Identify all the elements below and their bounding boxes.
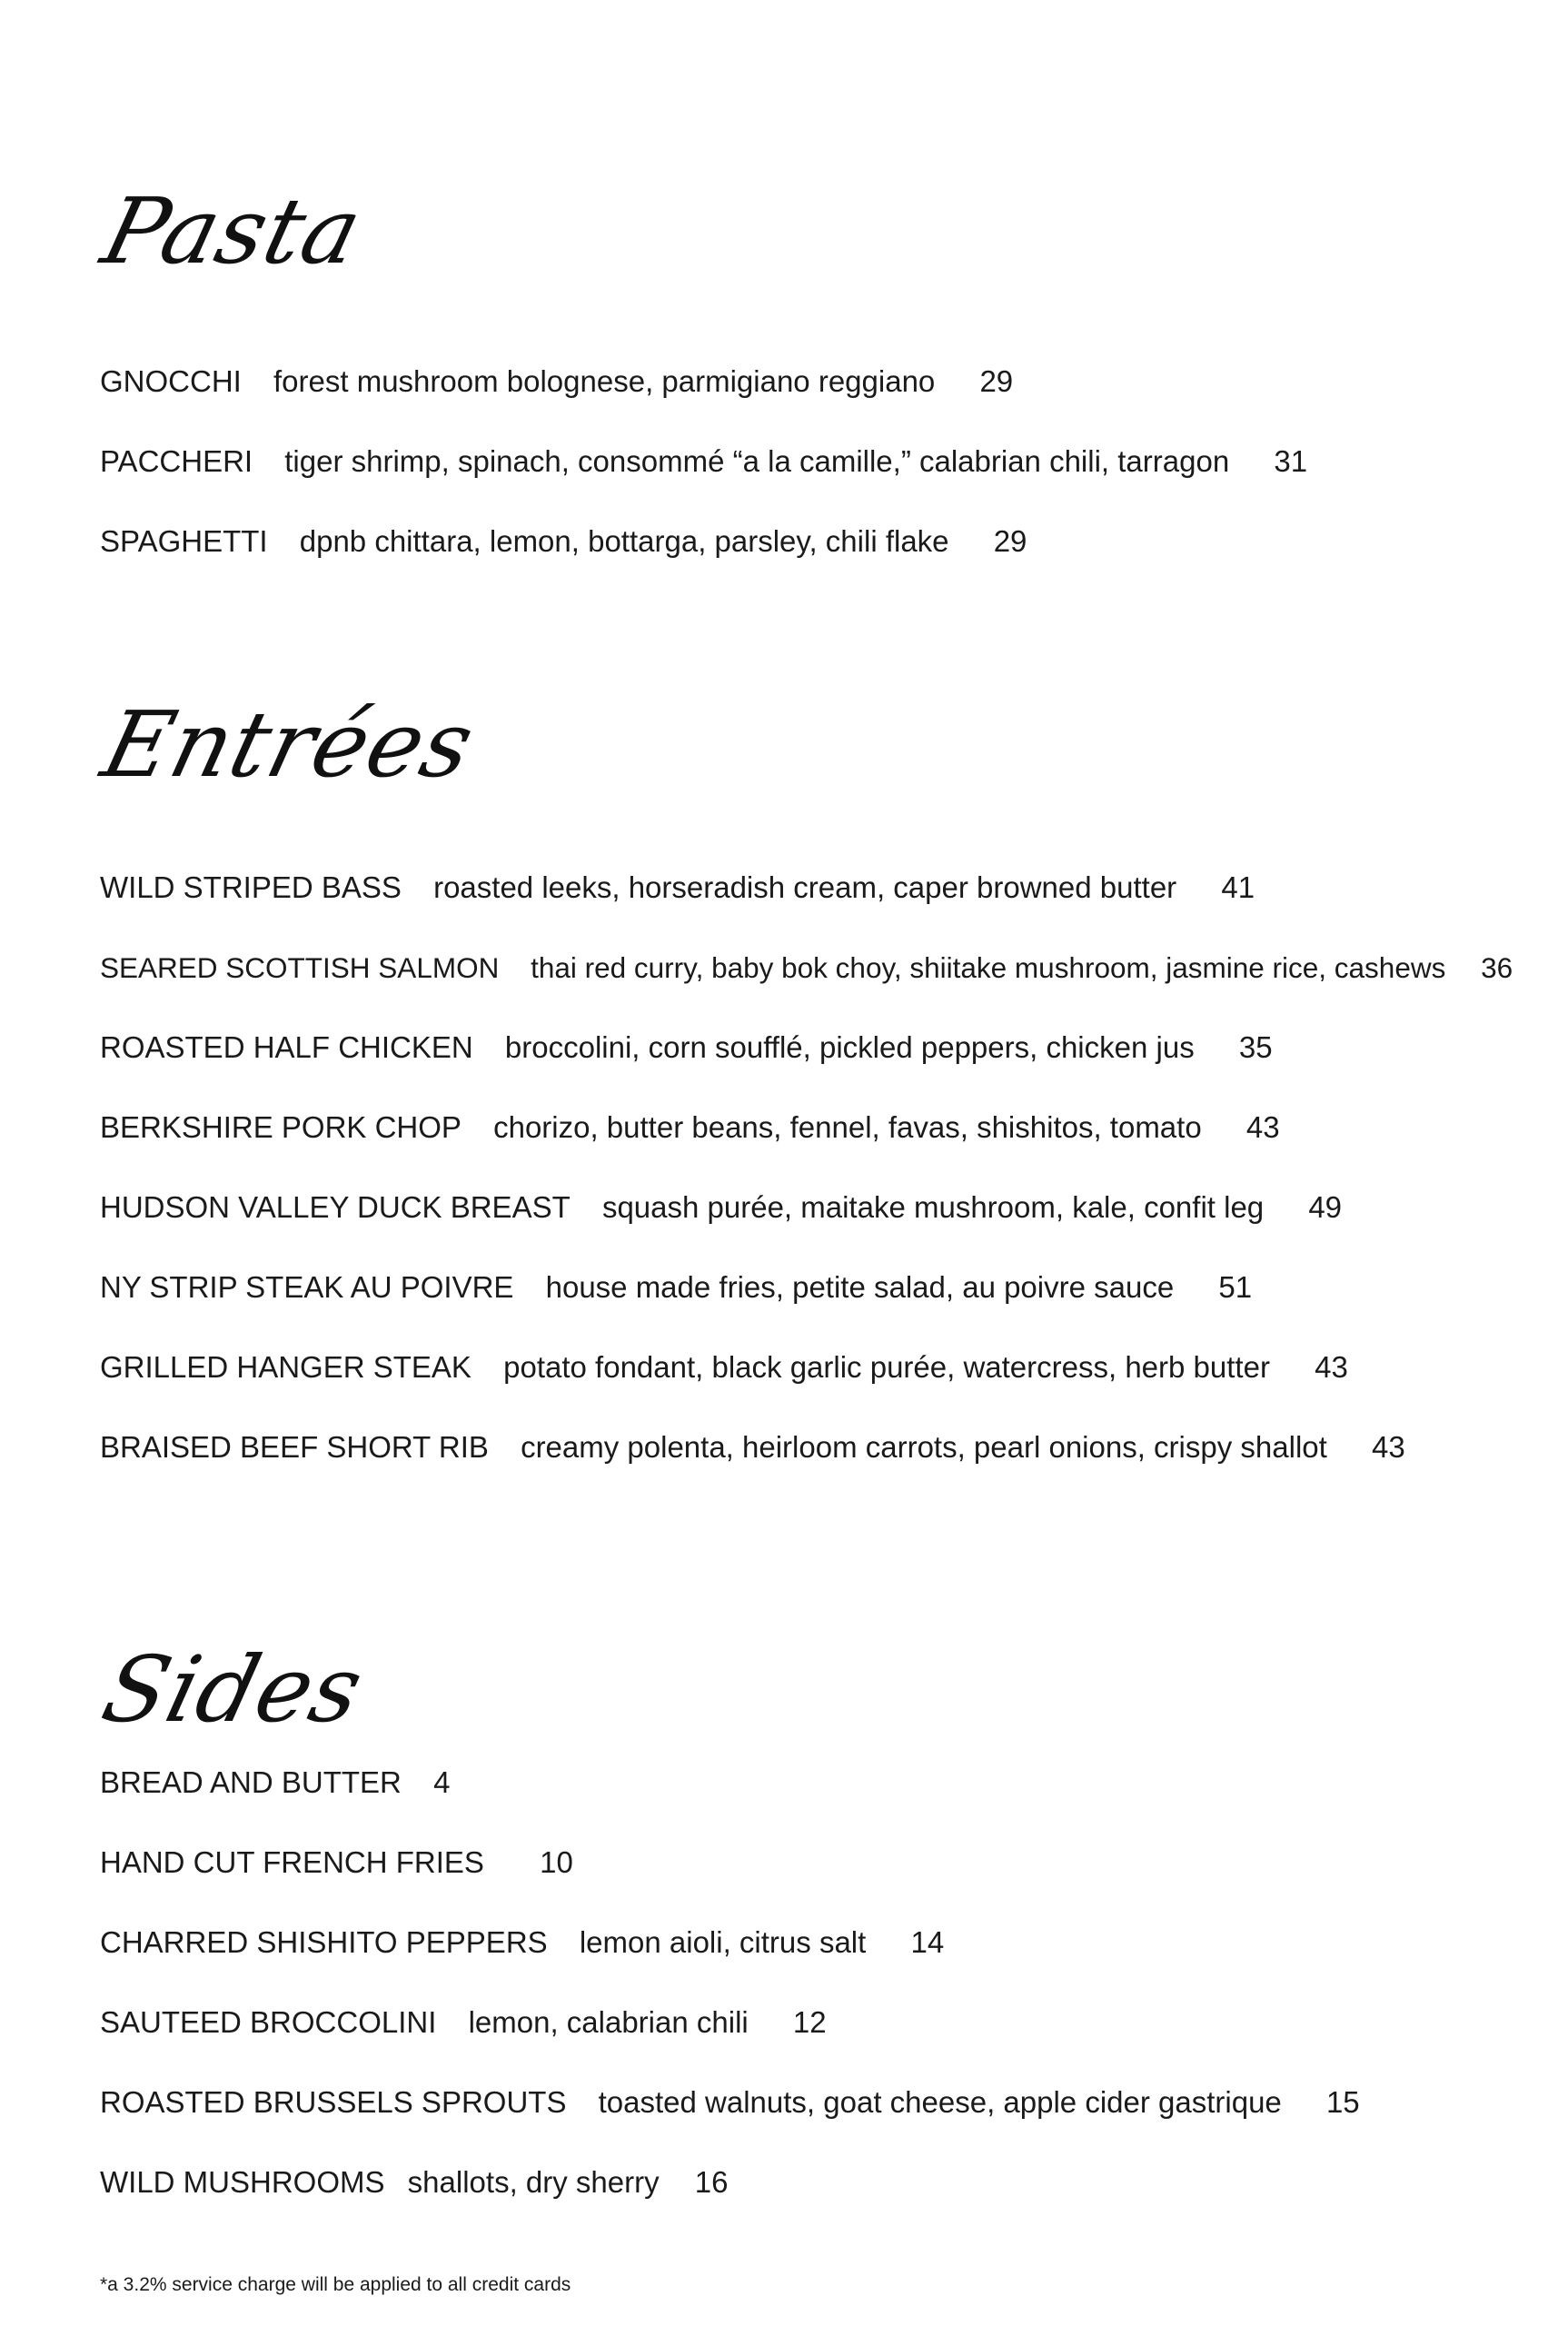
menu-item — [100, 1924, 944, 1961]
item-name: HAND CUT FRENCH FRIES — [100, 1845, 484, 1879]
item-description: dpnb chittara, lemon, bottarga, parsley, chili flake — [299, 524, 949, 558]
menu-item — [100, 1029, 1273, 1066]
menu-item — [100, 1349, 1348, 1386]
item-name: SAUTEED BROCCOLINI — [100, 2005, 437, 2039]
item-name: ROASTED BRUSSELS SPROUTS — [100, 2085, 567, 2119]
item-description: squash purée, maitake mushroom, kale, confit leg — [601, 1190, 1265, 1224]
item-name: BREAD AND BUTTER — [100, 1765, 402, 1799]
item-name: NY STRIP STEAK AU POIVRE — [100, 1270, 514, 1304]
item-name: SPAGHETTI — [100, 524, 268, 558]
item-price: 4 — [433, 1765, 451, 1799]
item-price: 49 — [1308, 1190, 1343, 1224]
item-name: WILD MUSHROOMS — [100, 2165, 385, 2199]
item-description: lemon, calabrian chili — [468, 2005, 749, 2039]
menu-item — [100, 1429, 1405, 1466]
menu-item — [100, 2004, 827, 2041]
item-price: 43 — [1245, 1110, 1280, 1144]
item-description: creamy polenta, heirloom carrots, pearl onions, crispy shallot — [521, 1430, 1327, 1464]
item-name: BERKSHIRE PORK CHOP — [100, 1110, 461, 1144]
item-price: 10 — [540, 1845, 573, 1879]
menu-item — [100, 1269, 1252, 1306]
item-price: 35 — [1238, 1030, 1273, 1064]
section-title-pasta: Pasta — [93, 178, 372, 284]
item-price: 51 — [1218, 1270, 1253, 1304]
menu-item — [100, 1764, 450, 1801]
item-description: tiger shrimp, spinach, consommé “a la camille,” calabrian chili, tarragon — [284, 444, 1230, 478]
menu-item — [100, 363, 1013, 400]
item-price: 29 — [979, 364, 1014, 398]
item-price: 41 — [1221, 870, 1255, 904]
menu-item — [100, 1844, 573, 1881]
item-description: chorizo, butter beans, fennel, favas, shishitos, tomato — [493, 1110, 1202, 1144]
item-name: WILD STRIPED BASS — [100, 870, 402, 904]
item-name: GRILLED HANGER STEAK — [100, 1350, 471, 1384]
menu-item — [100, 2164, 729, 2201]
menu-item — [100, 523, 1027, 560]
menu-item — [100, 949, 1513, 986]
service-charge-footnote: *a 3.2% service charge will be applied to all credit cards — [100, 2274, 571, 2295]
item-description: lemon aioli, citrus salt — [579, 1925, 867, 1959]
section-title-entrees: Entrées — [93, 691, 485, 798]
menu-item — [100, 870, 1255, 906]
item-name: PACCHERI — [100, 444, 253, 478]
item-price: 16 — [694, 2165, 729, 2199]
item-price: 29 — [993, 524, 1027, 558]
item-price: 31 — [1274, 444, 1308, 478]
item-price: 43 — [1371, 1430, 1405, 1464]
item-name: SEARED SCOTTISH SALMON — [100, 951, 500, 984]
menu-item — [100, 443, 1307, 480]
item-description: broccolini, corn soufflé, pickled peppers, chicken jus — [504, 1030, 1195, 1064]
item-description: potato fondant, black garlic purée, watercress, herb butter — [503, 1350, 1270, 1384]
item-name: CHARRED SHISHITO PEPPERS — [100, 1925, 548, 1959]
item-description: house made fries, petite salad, au poivre sauce — [545, 1270, 1175, 1304]
item-description: roasted leeks, horseradish cream, caper browned butter — [433, 870, 1177, 904]
item-name: GNOCCHI — [100, 364, 242, 398]
item-name: HUDSON VALLEY DUCK BREAST — [100, 1190, 571, 1224]
item-name: ROASTED HALF CHICKEN — [100, 1030, 473, 1064]
menu-item — [100, 2084, 1360, 2121]
item-name: BRAISED BEEF SHORT RIB — [100, 1430, 489, 1464]
section-title-sides: Sides — [93, 1636, 374, 1743]
item-description: thai red curry, baby bok choy, shiitake mushroom, jasmine rice, cashews — [531, 951, 1446, 984]
item-description: toasted walnuts, goat cheese, apple cider gastrique — [598, 2085, 1282, 2119]
item-price: 15 — [1325, 2085, 1360, 2119]
item-price: 36 — [1481, 951, 1513, 984]
item-price: 12 — [792, 2005, 827, 2039]
item-price: 14 — [910, 1925, 945, 1959]
menu-item — [100, 1109, 1280, 1146]
item-price: 43 — [1315, 1350, 1348, 1384]
item-description: forest mushroom bolognese, parmigiano reggiano — [273, 364, 936, 398]
item-description: shallots, dry sherry — [407, 2165, 660, 2199]
menu-item — [100, 1189, 1342, 1226]
